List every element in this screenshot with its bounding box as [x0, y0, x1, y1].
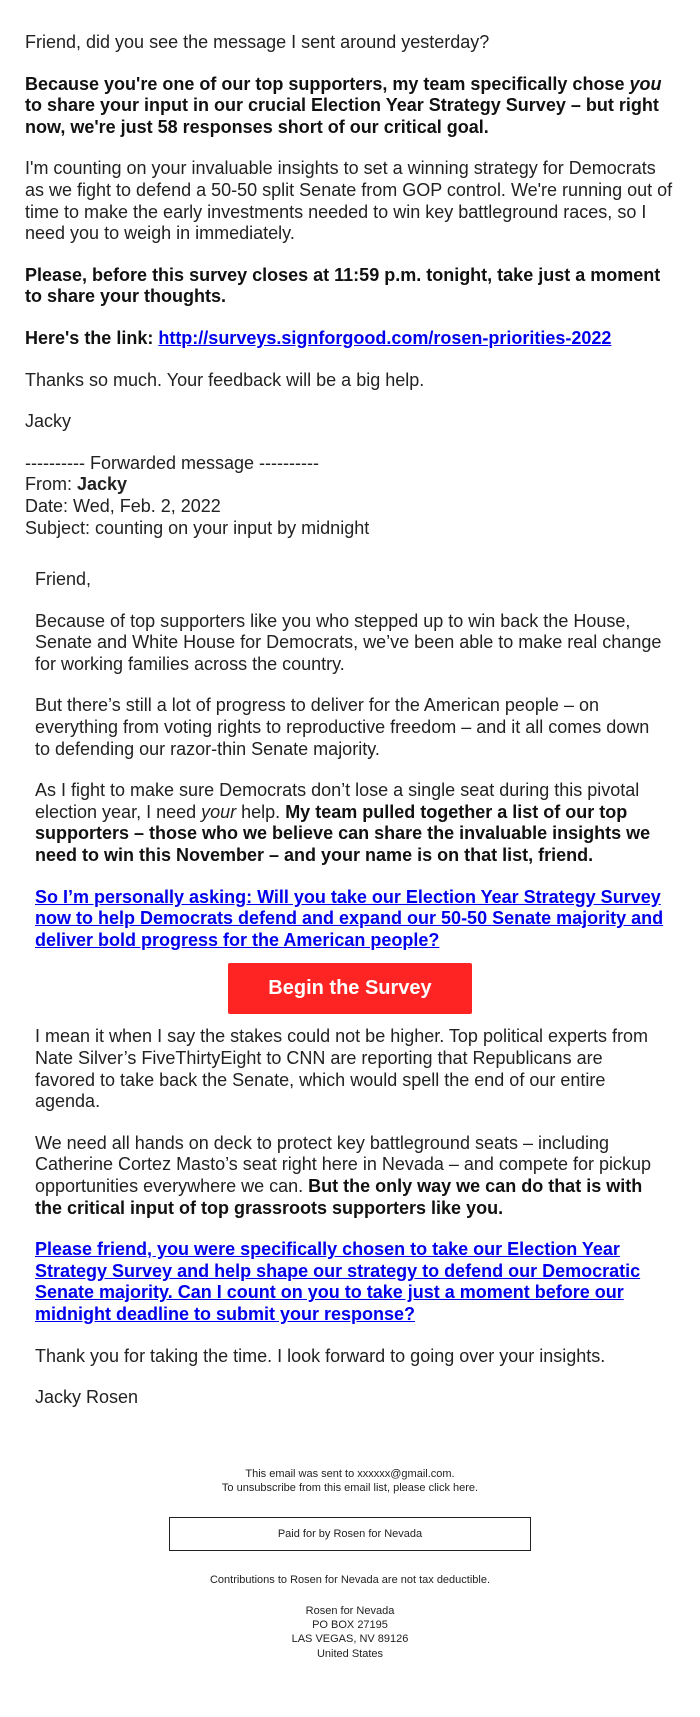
- footer-unsubscribe: To unsubscribe from this email list, please click here.: [221, 1482, 479, 1495]
- body-paragraph-6: Thank you for taking the time. I look forward to going over your insights.: [35, 1345, 606, 1366]
- footer-country: United States: [316, 1647, 384, 1660]
- footer-po-box: PO BOX 27195: [312, 1618, 388, 1631]
- forwarded-date: Date: Wed, Feb. 2, 2022: [25, 495, 221, 516]
- email-header-section: [0, 0, 700, 539]
- body-paragraph-3: As I fight to make sure Democrats don’t lose a single seat during this pivotal election year, I need your help. My team pulled together a list of our top supporters – those who we believe can share the invaluable insights we need to win this November – and your name is on that list, friend.: [35, 780, 651, 866]
- forwarded-subject: Subject: counting on your input by midnight: [25, 517, 370, 538]
- forwarded-divider: ---------- Forwarded message ----------: [25, 452, 319, 473]
- forwarded-body: [0, 539, 700, 1409]
- forwarded-header: [25, 453, 675, 539]
- footer-tax-disclaimer: Contributions to Rosen for Nevada are not tax deductible.: [209, 1574, 491, 1587]
- footer-org-name: Rosen for Nevada: [305, 1604, 395, 1617]
- button-wrapper: [35, 963, 665, 1014]
- body-signature: Jacky Rosen: [35, 1387, 139, 1408]
- intro-greeting: Friend, did you see the message I sent around yesterday?: [25, 32, 490, 52]
- recipient-email-link[interactable]: xxxxxx@gmail.com: [357, 1467, 452, 1480]
- intro-signature: Jacky: [25, 411, 72, 432]
- intro-thanks: Thanks so much. Your feedback will be a big help.: [25, 369, 425, 390]
- intro-deadline-paragraph: Please, before this survey closes at 11:59 p.m. tonight, take just a moment to share your thoughts.: [25, 264, 661, 307]
- forwarded-from: From: Jacky: [25, 474, 128, 495]
- body-paragraph-4: I mean it when I say the stakes could not be higher. Top political experts from Nate Silver’s FiveThirtyEight to CNN are reporting that Republicans are favored to take back the Senate, which would spell the end of our entire agenda.: [35, 1026, 649, 1112]
- footer-sent-to: This email was sent to xxxxxx@gmail.com.: [245, 1467, 455, 1480]
- paid-for-box: Paid for by Rosen for Nevada: [169, 1517, 531, 1551]
- survey-link-2[interactable]: Please friend, you were specifically chosen to take our Election Year Strategy Survey and help shape our strategy to defend our Democratic Senate majority. Can I count on you to take just a moment before our midnight deadline to submit your response?: [35, 1239, 641, 1324]
- body-paragraph-1: Because of top supporters like you who stepped up to win back the House, Senate and White House for Democrats, we’ve been able to make real change for working families across the country.: [35, 610, 662, 674]
- survey-link-1[interactable]: So I’m personally asking: Will you take our Election Year Strategy Survey now to help Democrats defend and expand our 50-50 Senate majority and deliver bold progress for the American people?: [35, 886, 664, 950]
- begin-survey-button[interactable]: Begin the Survey: [228, 963, 472, 1014]
- email-footer: [0, 1429, 700, 1661]
- survey-url-link[interactable]: http://surveys.signforgood.com/rosen-priorities-2022: [158, 327, 612, 348]
- intro-link-paragraph: Here's the link: http://surveys.signforgood.com/rosen-priorities-2022: [25, 327, 612, 348]
- footer-city: LAS VEGAS, NV 89126: [291, 1633, 409, 1646]
- intro-bold-paragraph: Because you're one of our top supporters, my team specifically chose you to share your input in our crucial Election Year Strategy Survey – but right now, we're just 58 responses short of our critical goal.: [25, 73, 662, 137]
- body-paragraph-5: We need all hands on deck to protect key battleground seats – including Catherine Cortez Masto’s seat right here in Nevada – and compete for pickup opportunities everywhere we can. But the only way we can do that is with the critical input of top grassroots supporters like you.: [35, 1132, 651, 1218]
- body-greeting: Friend,: [35, 569, 92, 590]
- unsubscribe-link[interactable]: click here: [428, 1482, 476, 1495]
- intro-paragraph: I'm counting on your invaluable insights to set a winning strategy for Democrats as we fight to defend a 50-50 split Senate from GOP control. We're running out of time to make the early investments needed to win key battleground races, so I need you to weigh in immediately.: [25, 158, 673, 244]
- body-paragraph-2: But there’s still a lot of progress to deliver for the American people – on everything from voting rights to reproductive freedom – and it all comes down to defending our razor-thin Senate majority.: [35, 695, 650, 759]
